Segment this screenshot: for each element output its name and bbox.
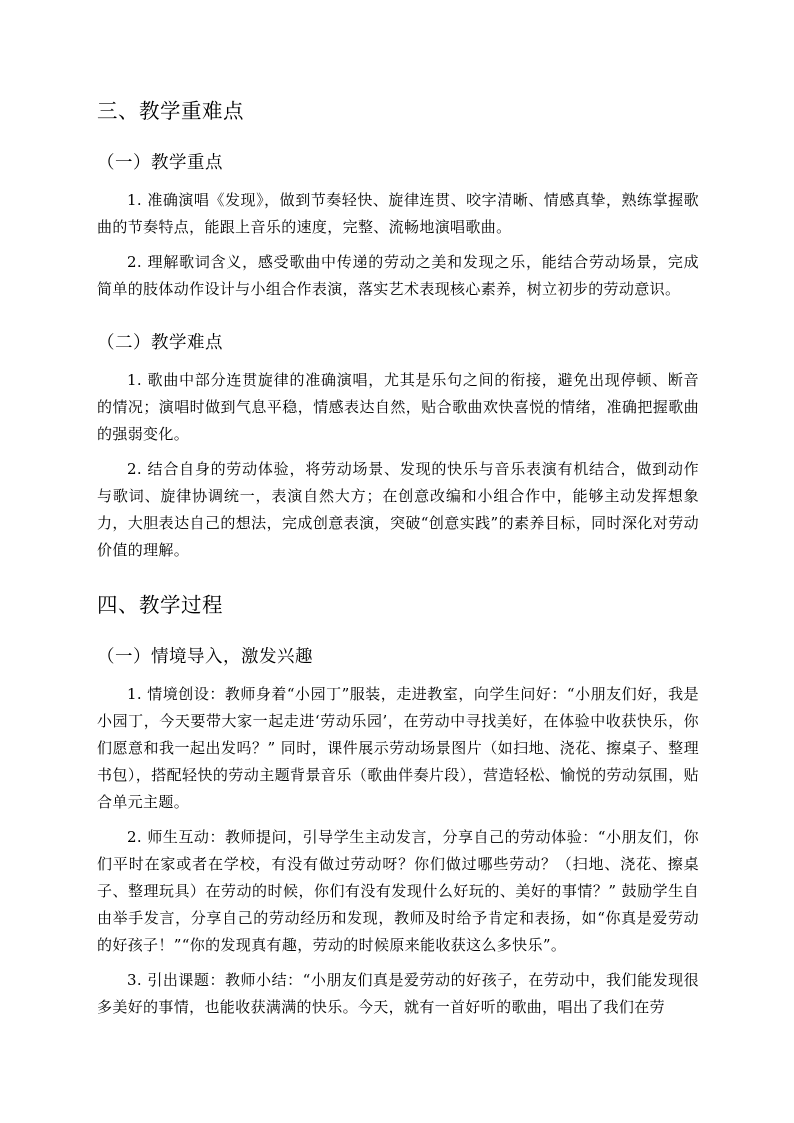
- paragraph-focus-2: 2. 理解歌词含义，感受歌曲中传递的劳动之美和发现之乐，能结合劳动场景，完成简单的肢体动作设计与小组合作表演，落实艺术表现核心素养，树立初步的劳动意识。: [97, 253, 699, 298]
- section-heading-teaching-process: 四、教学过程: [97, 593, 223, 617]
- paragraph-process-1: 1. 情境创设：教师身着“小园丁”服装，走进教室，向学生问好：“小朋友们好，我是小园丁，今天要带大家一起走进‘劳动乐园’，在劳动中寻找美好，在体验中收获快乐，你们愿意和我一起出发吗？” 同时，课件展示劳动场景图片（如扫地、浇花、擦桌子、整理书包），搭配轻快的劳动主题背景音乐（歌曲伴奏片段），营造轻松、愉悦的劳动氛围，贴合单元主题。: [97, 685, 699, 811]
- section-heading-key-difficult-points: 三、教学重难点: [97, 99, 244, 123]
- paragraph-process-2: 2. 师生互动：教师提问，引导学生主动发言，分享自己的劳动体验：“小朋友们，你们平时在家或者在学校，有没有做过劳动呀？你们做过哪些劳动？（扫地、浇花、擦桌子、整理玩具）在劳动的时候，你们有没有发现什么好玩的、美好的事情？” 鼓励学生自由举手发言，分享自己的劳动经历和发现，教师及时给予肯定和表扬，如“你真是爱劳动的好孩子！”“你的发现真有趣，劳动的时候原来能收获这么多快乐”。: [97, 828, 699, 954]
- paragraph-difficulty-2: 2. 结合自身的劳动体验，将劳动场景、发现的快乐与音乐表演有机结合，做到动作与歌词、旋律协调统一，表演自然大方；在创意改编和小组合作中，能够主动发挥想象力，大胆表达自己的想法，完成创意表演，突破“创意实践”的素养目标，同时深化对劳动价值的理解。: [97, 460, 699, 559]
- paragraph-process-3: 3. 引出课题：教师小结：“小朋友们真是爱劳动的好孩子，在劳动中，我们能发现很多美好的事情，也能收获满满的快乐。今天，就有一首好听的歌曲，唱出了我们在劳: [97, 971, 699, 1016]
- paragraph-difficulty-1: 1. 歌曲中部分连贯旋律的准确演唱，尤其是乐句之间的衔接，避免出现停顿、断音的情况；演唱时做到气息平稳，情感表达自然，贴合歌曲欢快喜悦的情绪，准确把握歌曲的强弱变化。: [97, 371, 699, 443]
- document-body: [97, 96, 699, 1021]
- subsection-heading-teaching-focus: （一）教学重点: [97, 153, 223, 173]
- subsection-heading-teaching-difficulty: （二）教学难点: [97, 333, 223, 353]
- subsection-heading-scenario-intro: （一）情境导入，激发兴趣: [97, 647, 313, 667]
- paragraph-focus-1: 1. 准确演唱《发现》，做到节奏轻快、旋律连贯、咬字清晰、情感真挚，熟练掌握歌曲的节奏特点，能跟上音乐的速度，完整、流畅地演唱歌曲。: [97, 191, 699, 236]
